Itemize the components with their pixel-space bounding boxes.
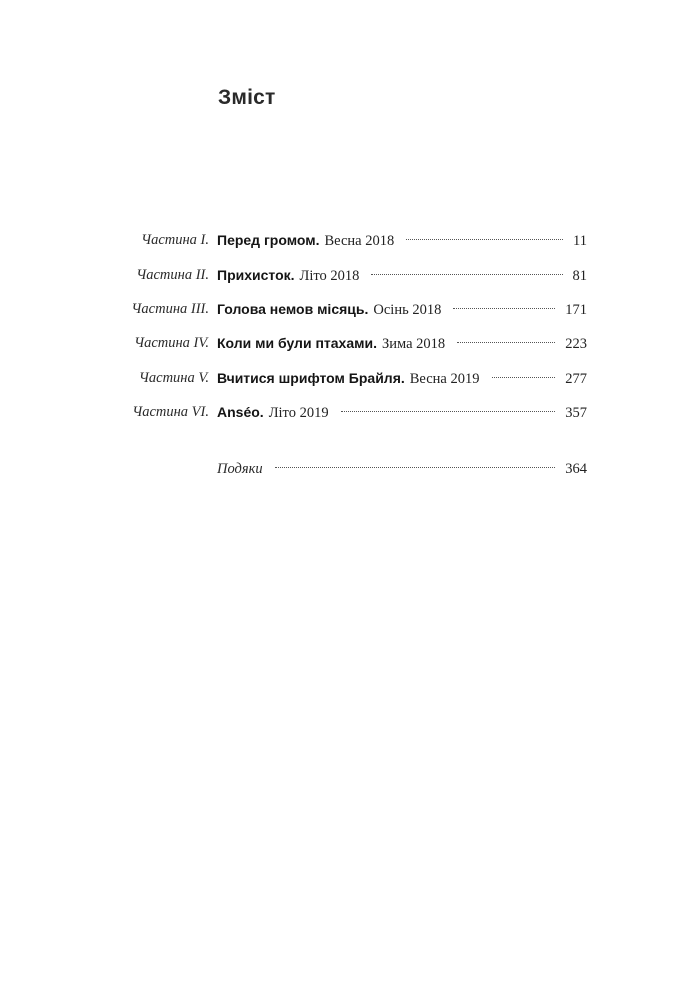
chapter-title: Перед громом. [217,232,320,248]
page-number: 171 [565,302,587,318]
dot-leader [275,467,556,468]
part-label: Частина V. [138,370,209,386]
dot-leader [406,239,563,240]
chapter-season: Літо 2019 [268,405,329,421]
part-label: Частина IV. [134,335,209,351]
chapter-season: Весна 2018 [324,233,395,249]
chapter-season: Осінь 2018 [373,302,442,318]
page-number: 364 [565,461,587,477]
toc-entry[interactable] [0,331,697,355]
part-label: Частина I. [141,232,209,248]
page-number: 277 [565,371,587,387]
toc-entry[interactable] [0,400,697,424]
toc-entry[interactable] [0,263,697,287]
part-label: Частина VI. [132,404,209,420]
chapter-title: Голова немов місяць. [217,301,369,317]
page-number: 223 [565,336,587,352]
toc-entry[interactable] [0,228,697,252]
chapter-title: Коли ми були птахами. [217,335,377,351]
chapter-season: Весна 2019 [409,371,480,387]
chapter-title: Anséo. [217,404,264,420]
part-label: Частина III. [131,301,209,317]
chapter-season: Літо 2018 [299,268,360,284]
acknowledgements-label: Подяки [217,461,263,477]
chapter-season: Зима 2018 [381,336,446,352]
toc-entry[interactable] [0,366,697,390]
dot-leader [457,342,555,343]
chapter-title: Прихисток. [217,267,295,283]
dot-leader [453,308,555,309]
chapter-title: Вчитися шрифтом Брайля. [217,370,405,386]
page-number: 357 [565,405,587,421]
page-number: 11 [573,233,587,249]
toc-entry-acknowledgements[interactable] [0,457,697,481]
dot-leader [371,274,562,275]
dot-leader [492,377,556,378]
dot-leader [341,411,556,412]
page-number: 81 [572,268,587,284]
page-title: Зміст [218,86,276,109]
toc-entry[interactable] [0,297,697,321]
part-label: Частина II. [136,267,209,283]
